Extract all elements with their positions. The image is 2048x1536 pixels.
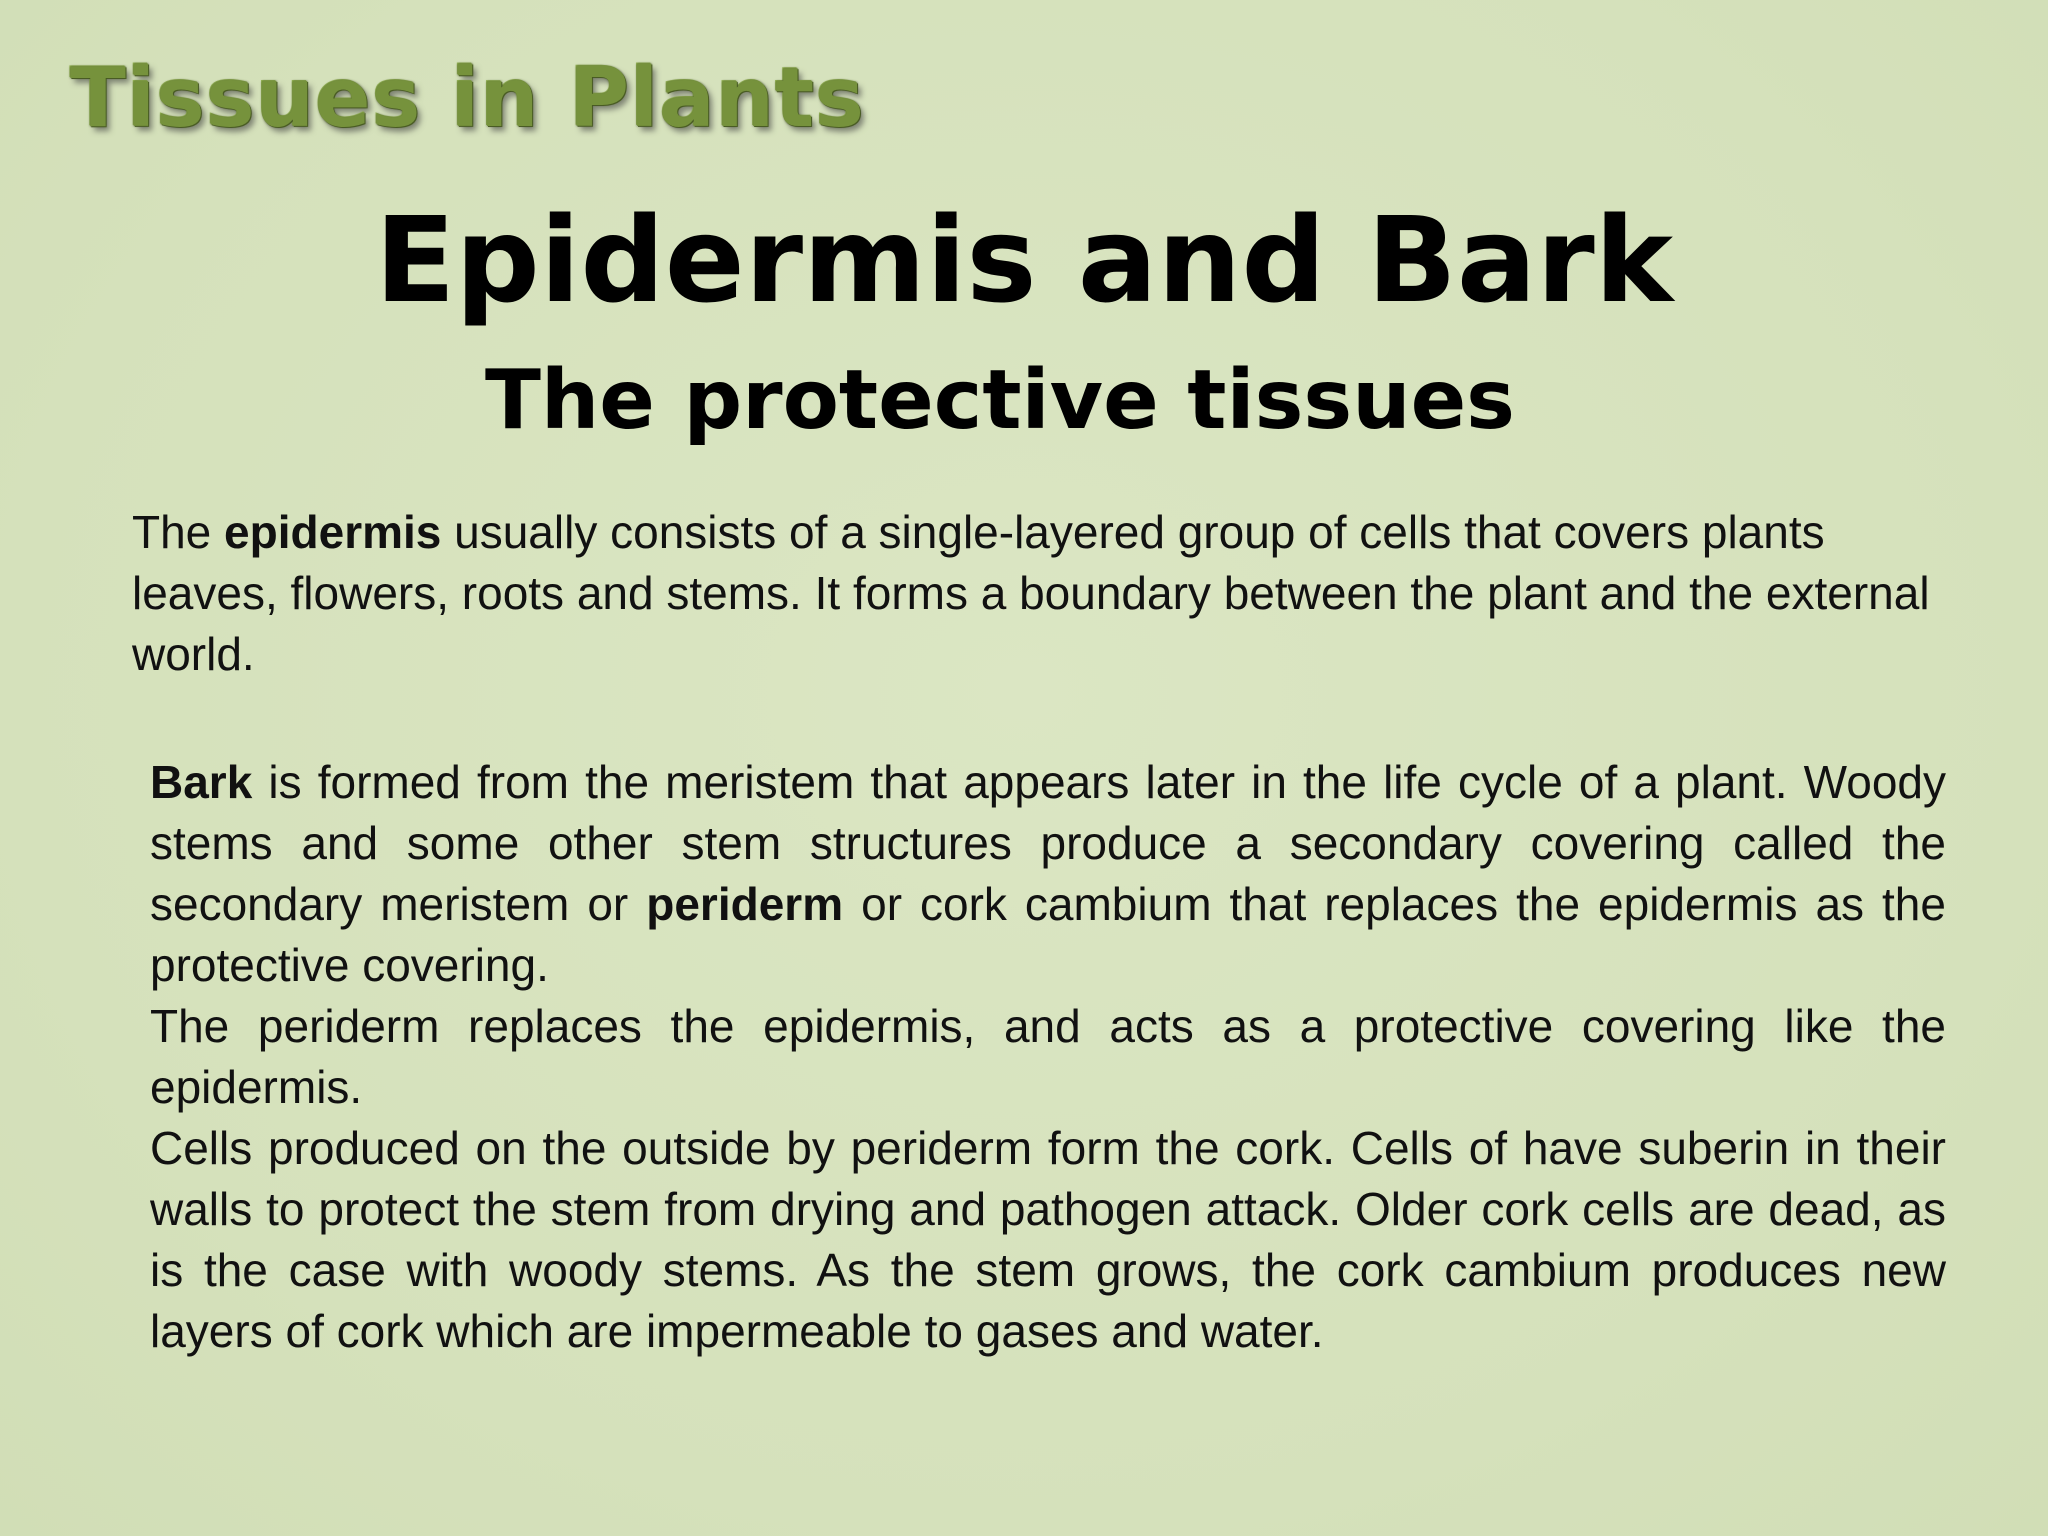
section-title: Tissues in Plants — [70, 51, 865, 146]
bark-text-b: or cork cambium that replaces the epidermis as the protective covering. — [150, 878, 1946, 991]
periderm-paragraph: The periderm replaces the epidermis, and acts as a protective covering like the epidermis. — [150, 1000, 1946, 1113]
page-title: Epidermis and Bark — [374, 191, 1674, 329]
epidermis-text: usually consists of a single-layered group of cells that covers plants leaves, flowers, roots and stems. It forms a boundary between the plant and the external world. — [132, 506, 1930, 680]
bark-section — [150, 752, 1946, 1362]
cork-paragraph: Cells produced on the outside by periderm form the cork. Cells of have suberin in their walls to protect the stem from drying and pathogen attack. Older cork cells are dead, as is the case with woody stems. As the stem grows, the cork cambium produces new layers of cork which are impermeable to gases and water. — [150, 1122, 1946, 1357]
epidermis-term: epidermis — [224, 506, 442, 558]
bark-text-a: is formed from the meristem that appears later in the life cycle of a plant. Woody stems and some other stem structures produce a secondary covering called the secondary meristem or — [150, 756, 1946, 930]
page-subtitle: The protective tissues — [484, 353, 1515, 448]
periderm-term: periderm — [646, 878, 844, 930]
bark-paragraph — [150, 752, 1946, 996]
bark-term: Bark — [150, 756, 253, 808]
epidermis-paragraph — [132, 502, 1932, 685]
epidermis-lead: The — [132, 506, 225, 558]
